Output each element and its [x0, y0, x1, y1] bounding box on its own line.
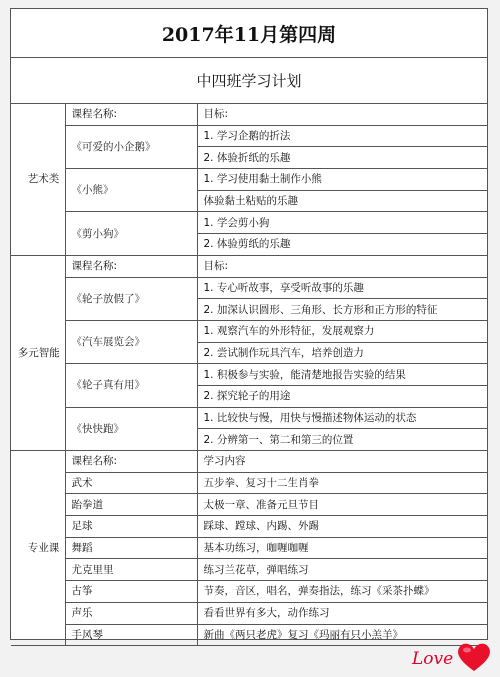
table-row	[11, 407, 487, 429]
table-row	[11, 581, 487, 603]
table-row	[11, 364, 487, 386]
content-cell: 基本功练习，咖喱咖喱	[197, 537, 487, 559]
table-row	[11, 169, 487, 191]
table-row	[11, 104, 487, 126]
table-row	[11, 255, 487, 277]
love-decoration	[412, 641, 500, 677]
goal-cell: 体验黏土粘贴的乐趣	[197, 190, 487, 212]
goal-cell: 2. 探究轮子的用途	[197, 385, 487, 407]
course-name: 《轮子放假了》	[65, 277, 197, 320]
goal-cell: 2. 体验折纸的乐趣	[197, 147, 487, 169]
heart-icon	[456, 641, 492, 673]
course-name: 《剪小狗》	[65, 212, 197, 255]
goal-cell: 1. 学会剪小狗	[197, 212, 487, 234]
content-cell: 太极一章、准备元旦节目	[197, 494, 487, 516]
table-row	[11, 320, 487, 342]
header-goal: 目标:	[197, 104, 487, 126]
course-name: 舞蹈	[65, 537, 197, 559]
table-row	[11, 559, 487, 581]
plan-sheet	[10, 8, 488, 640]
content-cell: 新曲《两只老虎》复习《玛丽有只小羔羊》	[197, 624, 487, 646]
table-row	[11, 125, 487, 147]
header-content: 学习内容	[197, 451, 487, 473]
page-title: 2017年11月第四周	[11, 9, 487, 58]
table-row	[11, 516, 487, 538]
table-row	[11, 537, 487, 559]
course-name: 武术	[65, 472, 197, 494]
goal-cell: 2. 尝试制作玩具汽车，培养创造力	[197, 342, 487, 364]
content-cell: 练习兰花草，弹唱练习	[197, 559, 487, 581]
course-name: 古筝	[65, 581, 197, 603]
table-row	[11, 277, 487, 299]
course-name: 手风琴	[65, 624, 197, 646]
goal-cell: 2. 加深认识圆形、三角形、长方形和正方形的特征	[197, 299, 487, 321]
content-cell: 五步拳、复习十二生肖拳	[197, 472, 487, 494]
content-cell: 看看世界有多大，动作练习	[197, 602, 487, 624]
category-professional	[11, 451, 65, 646]
course-name: 跆拳道	[65, 494, 197, 516]
course-name: 《轮子真有用》	[65, 364, 197, 407]
love-text: Love	[412, 649, 454, 669]
category-label: 专业课	[27, 542, 60, 555]
course-name: 《汽车展览会》	[65, 320, 197, 363]
content-cell: 节奏，音区，唱名，弹奏指法，练习《采茶扑蝶》	[197, 581, 487, 603]
content-cell: 踩球、蹚球、内踢、外踢	[197, 516, 487, 538]
goal-cell: 1. 专心听故事，享受听故事的乐趣	[197, 277, 487, 299]
header-course: 课程名称:	[65, 451, 197, 473]
category-multi-intelligence	[11, 255, 65, 450]
course-name: 尤克里里	[65, 559, 197, 581]
goal-cell: 1. 学习使用黏土制作小熊	[197, 169, 487, 191]
course-name: 声乐	[65, 602, 197, 624]
header-goal: 目标:	[197, 255, 487, 277]
course-name: 《小熊》	[65, 169, 197, 212]
course-name: 足球	[65, 516, 197, 538]
plan-table	[11, 103, 487, 646]
goal-cell: 1. 观察汽车的外形特征，发展观察力	[197, 320, 487, 342]
goal-cell: 2. 体验剪纸的乐趣	[197, 234, 487, 256]
goal-cell: 2. 分辨第一、第二和第三的位置	[197, 429, 487, 451]
header-course: 课程名称:	[65, 255, 197, 277]
header-course: 课程名称:	[65, 104, 197, 126]
category-label: 多元智能	[17, 346, 60, 359]
goal-cell: 1. 学习企鹅的折法	[197, 125, 487, 147]
category-label: 艺术类	[27, 173, 60, 186]
goal-cell: 1. 积极参与实验，能清楚地报告实验的结果	[197, 364, 487, 386]
table-row	[11, 472, 487, 494]
course-name: 《快快跑》	[65, 407, 197, 450]
course-name: 《可爱的小企鹅》	[65, 125, 197, 168]
goal-cell: 1. 比较快与慢，用快与慢描述物体运动的状态	[197, 407, 487, 429]
table-row	[11, 451, 487, 473]
table-row	[11, 494, 487, 516]
class-plan-title: 中四班学习计划	[11, 57, 487, 104]
table-row	[11, 602, 487, 624]
category-arts	[11, 104, 65, 256]
table-row	[11, 212, 487, 234]
